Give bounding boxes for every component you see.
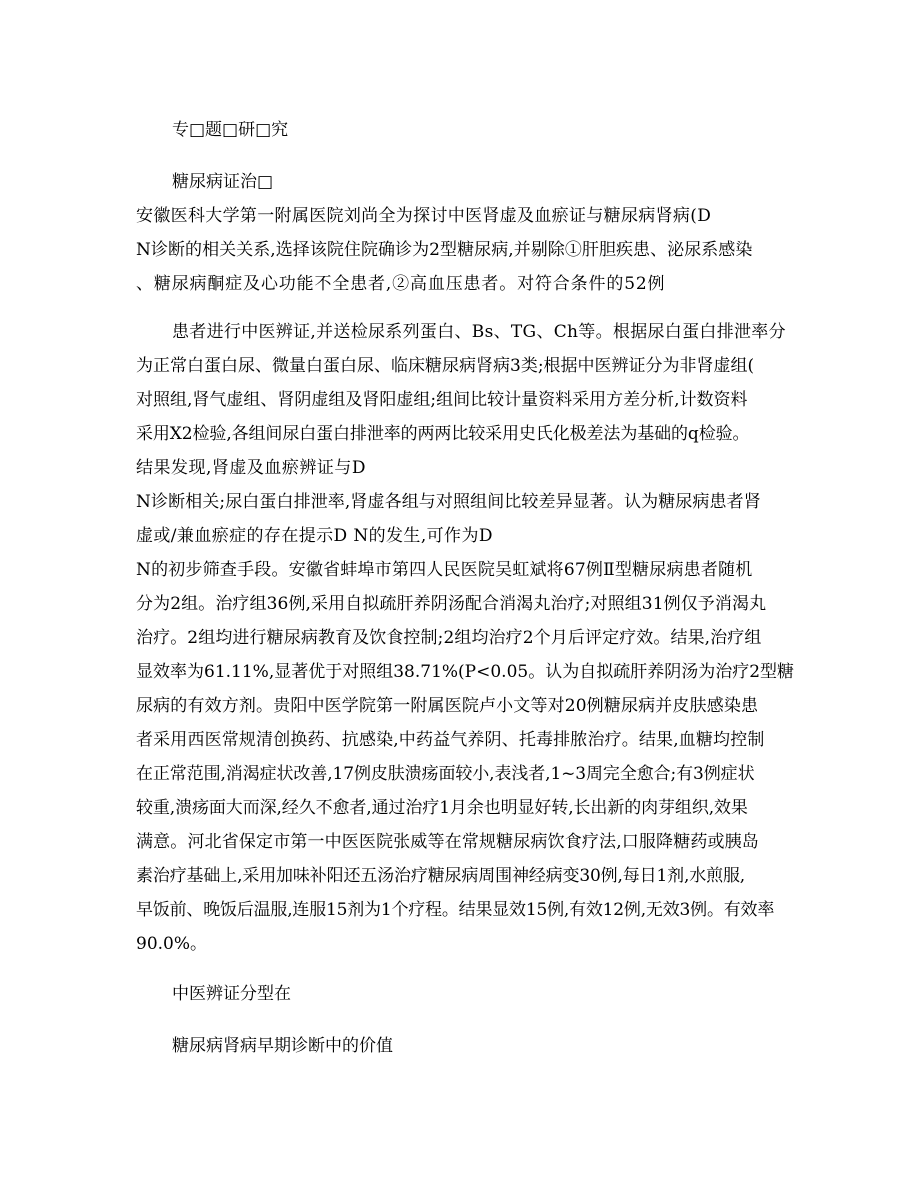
header-text: 专□题□研□究 [172,120,289,140]
text-line: 治疗。2组均进行糖尿病教育及饮食控制;2组均治疗2个月后评定疗效。结果,治疗组 [136,628,762,648]
text-line: N的初步筛查手段。安徽省蚌埠市第四人民医院吴虹斌将67例Ⅱ型糖尿病患者随机 [136,560,753,580]
text-line: 、糖尿病酮症及心功能不全患者,②高血压患者。对符合条件的52例 [136,274,666,294]
text-line: 结果发现,肾虚及血瘀辨证与D [136,458,367,478]
text-line: 对照组,肾气虚组、肾阴虚组及肾阳虚组;组间比较计量资料采用方差分析,计数资料 [136,390,748,410]
text-line: 患者进行中医辨证,并送检尿系列蛋白、Bs、TG、Ch等。根据尿白蛋白排泄率分 [172,322,786,342]
text-line: 90.0%。 [136,934,208,954]
text-line: 素治疗基础上,采用加味补阳还五汤治疗糖尿病周围神经病变30例,每日1剂,水煎服, [136,866,746,886]
text-line: 尿病的有效方剂。贵阳中医学院第一附属医院卢小文等对20例糖尿病并皮肤感染患 [136,696,759,716]
text-line: 在正常范围,消渴症状改善,17例皮肤溃疡面较小,表浅者,1~3周完全愈合;有3例症状 [136,764,755,784]
text-line: 分为2组。治疗组36例,采用自拟疏肝养阴汤配合消渴丸治疗;对照组31例仅予消渴丸 [136,594,767,614]
text-line: 较重,溃疡面大而深,经久不愈者,通过治疗1月余也明显好转,长出新的肉芽组织,效果 [136,798,748,818]
text-line: 虚或/兼血瘀症的存在提示D N的发生,可作为D [136,526,493,546]
text-line: 采用X2检验,各组间尿白蛋白排泄率的两两比较采用史氏化极差法为基础的q检验。 [136,424,750,444]
subheading-2: 糖尿病肾病早期诊断中的价值 [172,1036,393,1056]
text-line: 为正常白蛋白尿、微量白蛋白尿、临床糖尿病肾病3类;根据中医辨证分为非肾虚组( [136,356,755,376]
subheading-1: 中医辨证分型在 [172,984,291,1004]
section-title: 糖尿病证治□ [172,172,274,192]
text-line: 显效率为61.11%,显著优于对照组38.71%(P<0.05。认为自拟疏肝养阴汤为治疗2型糖 [136,662,795,682]
text-line: 者采用西医常规清创换药、抗感染,中药益气养阴、托毒排脓治疗。结果,血糖均控制 [136,730,765,750]
text-line: 安徽医科大学第一附属医院刘尚全为探讨中医肾虚及血瘀证与糖尿病肾病(D [136,206,712,226]
text-line: 早饭前、晚饭后温服,连服15剂为1个疗程。结果显效15例,有效12例,无效3例。有效率 [136,900,775,920]
text-line: 满意。河北省保定市第一中医医院张威等在常规糖尿病饮食疗法,口服降糖药或胰岛 [136,832,759,852]
text-line: N诊断的相关关系,选择该院住院确诊为2型糖尿病,并剔除①肝胆疾患、泌尿系感染 [136,240,753,260]
text-line: N诊断相关;尿白蛋白排泄率,肾虚各组与对照组间比较差异显著。认为糖尿病患者肾 [136,492,761,512]
